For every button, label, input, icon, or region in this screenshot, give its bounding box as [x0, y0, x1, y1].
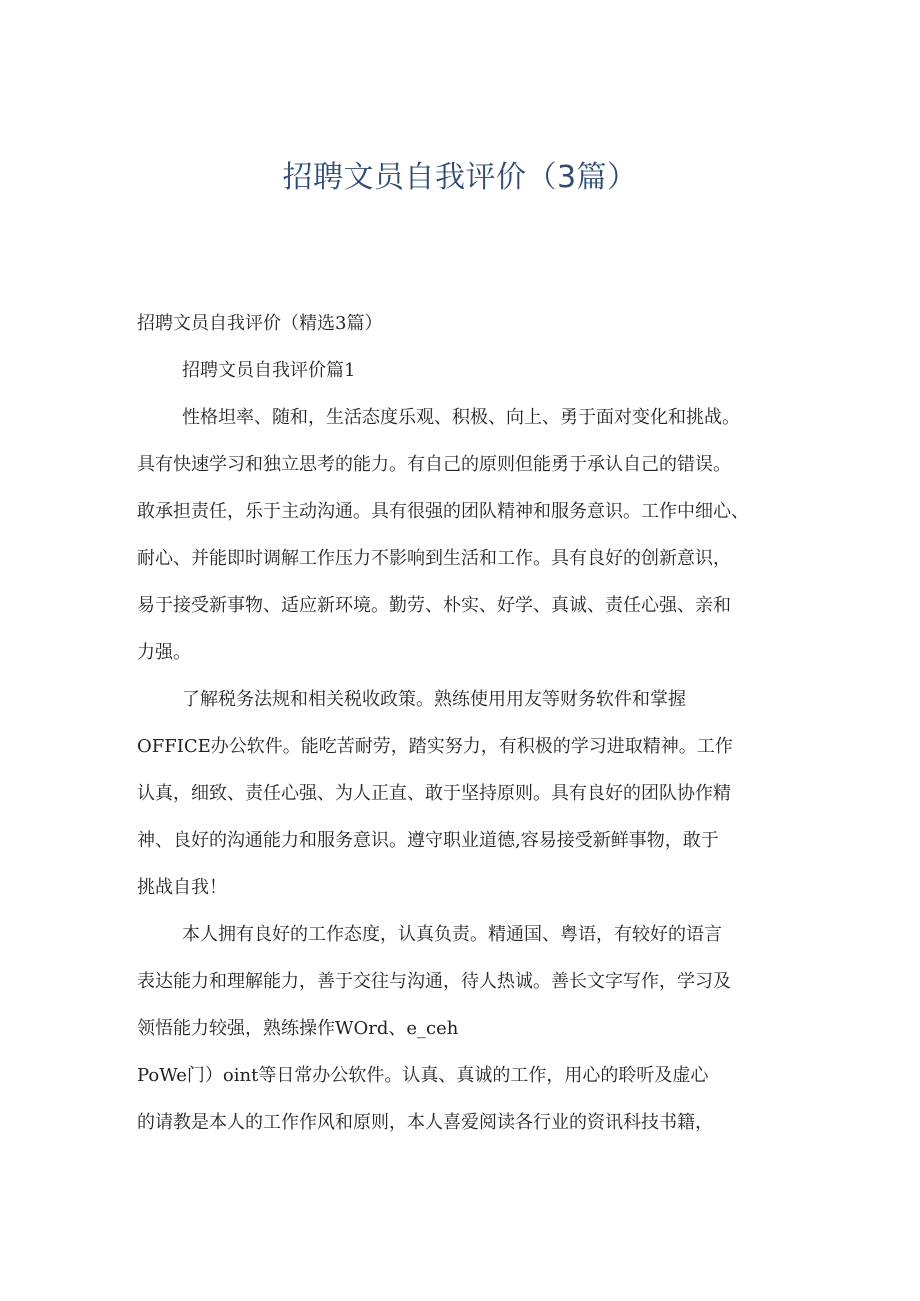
paragraph-line: 具有快速学习和独立思考的能力。有自己的原则但能勇于承认自己的错误。: [137, 454, 731, 475]
paragraph-line: 了解税务法规和相关税收政策。熟练使用用友等财务软件和掌握: [182, 689, 686, 710]
paragraph-line: 领悟能力较强，熟练操作WOrd、e_ceh: [137, 1018, 459, 1039]
paragraph-line: 的请教是本人的工作作风和原则，本人喜爱阅读各行业的资讯科技书籍，: [137, 1112, 713, 1133]
section-heading: 招聘文员自我评价篇1: [182, 360, 356, 381]
paragraph-line: 本人拥有良好的工作态度，认真负责。精通国、粤语，有较好的语言: [182, 924, 722, 945]
paragraph-line: 神、良好的沟通能力和服务意识。遵守职业道德,容易接受新鲜事物，敢于: [137, 830, 719, 851]
paragraph-line: 认真，细致、责任心强、为人正直、敢于坚持原则。具有良好的团队协作精: [137, 783, 731, 804]
paragraph-line: 性格坦率、随和，生活态度乐观、积极、向上、勇于面对变化和挑战。: [182, 407, 740, 428]
paragraph-line: 挑战自我！: [137, 877, 227, 898]
paragraph-line: 易于接受新事物、适应新环境。勤劳、朴实、好学、真诚、责任心强、亲和: [137, 595, 731, 616]
subtitle-line: 招聘文员自我评价（精选3篇）: [137, 313, 383, 334]
paragraph-line: OFFICE办公软件。能吃苦耐劳，踏实努力，有积极的学习进取精神。工作: [137, 736, 733, 757]
paragraph-line: 表达能力和理解能力，善于交往与沟通，待人热诚。善长文字写作，学习及: [137, 971, 731, 992]
paragraph-line: 耐心、并能即时调解工作压力不影响到生活和工作。具有良好的创新意识，: [137, 548, 731, 569]
paragraph-line: 力强。: [137, 642, 191, 663]
document-title: 招聘文员自我评价（3篇）: [282, 160, 638, 195]
document-body: [137, 300, 797, 1146]
paragraph-line: 敢承担责任，乐于主动沟通。具有很强的团队精神和服务意识。工作中细心、: [137, 501, 749, 522]
paragraph-line: PoWe门）oint等日常办公软件。认真、真诚的工作，用心的聆听及虚心: [137, 1065, 709, 1086]
